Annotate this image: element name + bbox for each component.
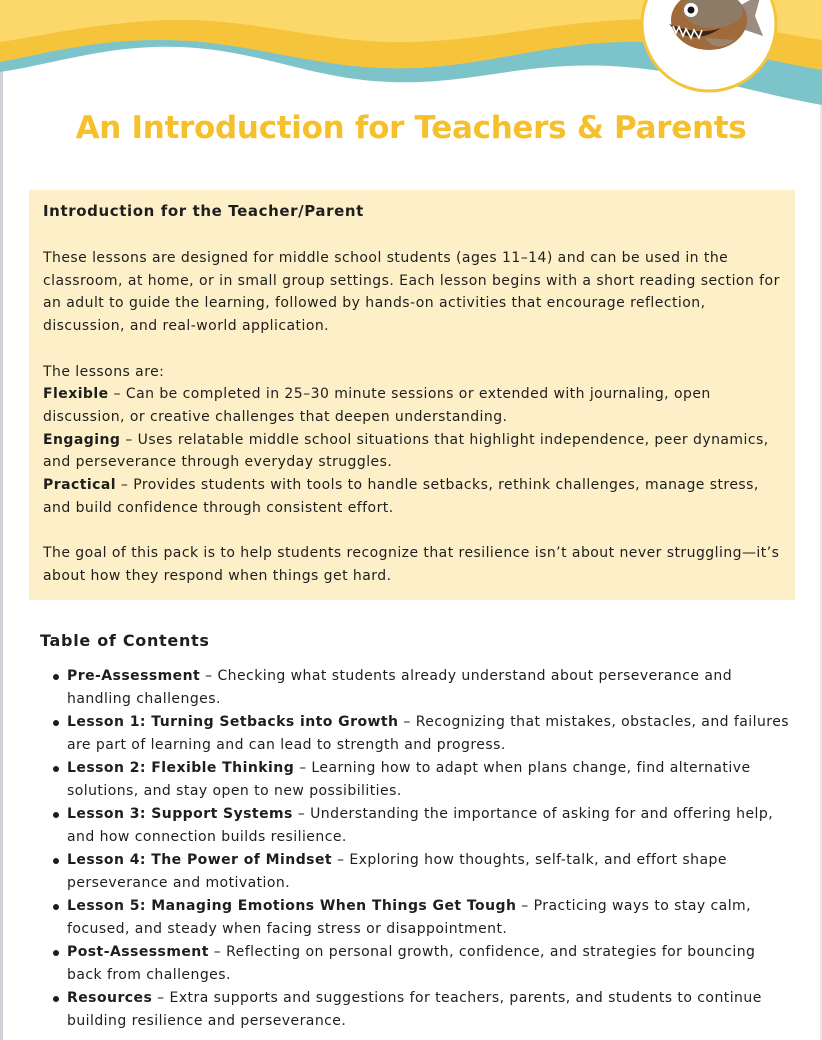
toc-item <box>67 895 793 941</box>
feature-text: – Uses relatable middle school situations that highlight independence, peer dynamics, and perseverance through everyday struggles. <box>43 431 769 471</box>
toc-item-title: Lesson 1: Turning Setbacks into Growth <box>67 714 399 730</box>
toc-item <box>67 849 793 895</box>
toc-heading: Table of Contents <box>40 631 210 650</box>
goal-paragraph: The goal of this pack is to help students recognize that resilience isn’t about never struggling—it’s about how they respond when things get hard. <box>43 545 780 584</box>
feature-item <box>43 474 781 519</box>
feature-item <box>43 383 781 428</box>
toc-item-title: Resources <box>67 990 153 1006</box>
toc-item-title: Lesson 2: Flexible Thinking <box>67 760 295 776</box>
features-lead: The lessons are: <box>43 363 165 380</box>
toc-item-title: Lesson 4: The Power of Mindset <box>67 852 333 868</box>
toc-item-text: – Understanding the importance of asking for and offering help, and how connection builds resilience. <box>67 806 774 845</box>
feature-term: Flexible <box>43 386 109 403</box>
toc-item-text: – Checking what students already understand about perseverance and handling challenges. <box>67 668 733 707</box>
toc-item-text: – Recognizing that mistakes, obstacles, and failures are part of learning and can lead to strength and progress. <box>67 714 790 753</box>
feature-item <box>43 429 781 474</box>
toc-item-title: Lesson 3: Support Systems <box>67 806 293 822</box>
intro-paragraph: These lessons are designed for middle school students (ages 11–14) and can be used in the classroom, at home, or in small group settings. Each lesson begins with a short reading section for an adult to guide the learning, followed by hands-on activities that encourage reflection, discussion, and real-world application. <box>43 250 780 335</box>
intro-box <box>29 190 795 600</box>
toc-item <box>67 757 793 803</box>
toc-item <box>67 803 793 849</box>
toc-item <box>67 987 793 1033</box>
toc-item <box>67 941 793 987</box>
feature-term: Engaging <box>43 431 121 448</box>
feature-term: Practical <box>43 477 116 494</box>
toc-item <box>67 665 793 711</box>
toc-item-text: – Extra supports and suggestions for teachers, parents, and students to continue building resilience and perseverance. <box>67 990 762 1029</box>
page-title: An Introduction for Teachers & Parents <box>75 110 747 146</box>
page-edge <box>0 0 3 1040</box>
toc-item-title: Post-Assessment <box>67 944 209 960</box>
feature-text: – Can be completed in 25–30 minute sessions or extended with journaling, open discussion, or creative challenges that deepen understanding. <box>43 386 711 425</box>
toc-item <box>67 711 793 757</box>
feature-text: – Provides students with tools to handle setbacks, rethink challenges, manage stress, and build confidence through consistent effort. <box>43 477 759 516</box>
toc-item-text: – Practicing ways to stay calm, focused, and steady when facing stress or disappointment. <box>67 898 752 937</box>
toc-item-text: – Exploring how thoughts, self-talk, and effort shape perseverance and motivation. <box>67 852 727 891</box>
toc-item-text: – Learning how to adapt when plans change, find alternative solutions, and stay open to new possibilities. <box>67 760 751 799</box>
intro-heading: Introduction for the Teacher/Parent <box>43 202 364 220</box>
toc-item-text: – Reflecting on personal growth, confidence, and strategies for bouncing back from challenges. <box>67 944 756 983</box>
toc-item-title: Lesson 5: Managing Emotions When Things Get Tough <box>67 898 517 914</box>
anglerfish-icon <box>639 0 779 102</box>
toc-list <box>67 665 793 1033</box>
toc-item-title: Pre-Assessment <box>67 668 201 684</box>
